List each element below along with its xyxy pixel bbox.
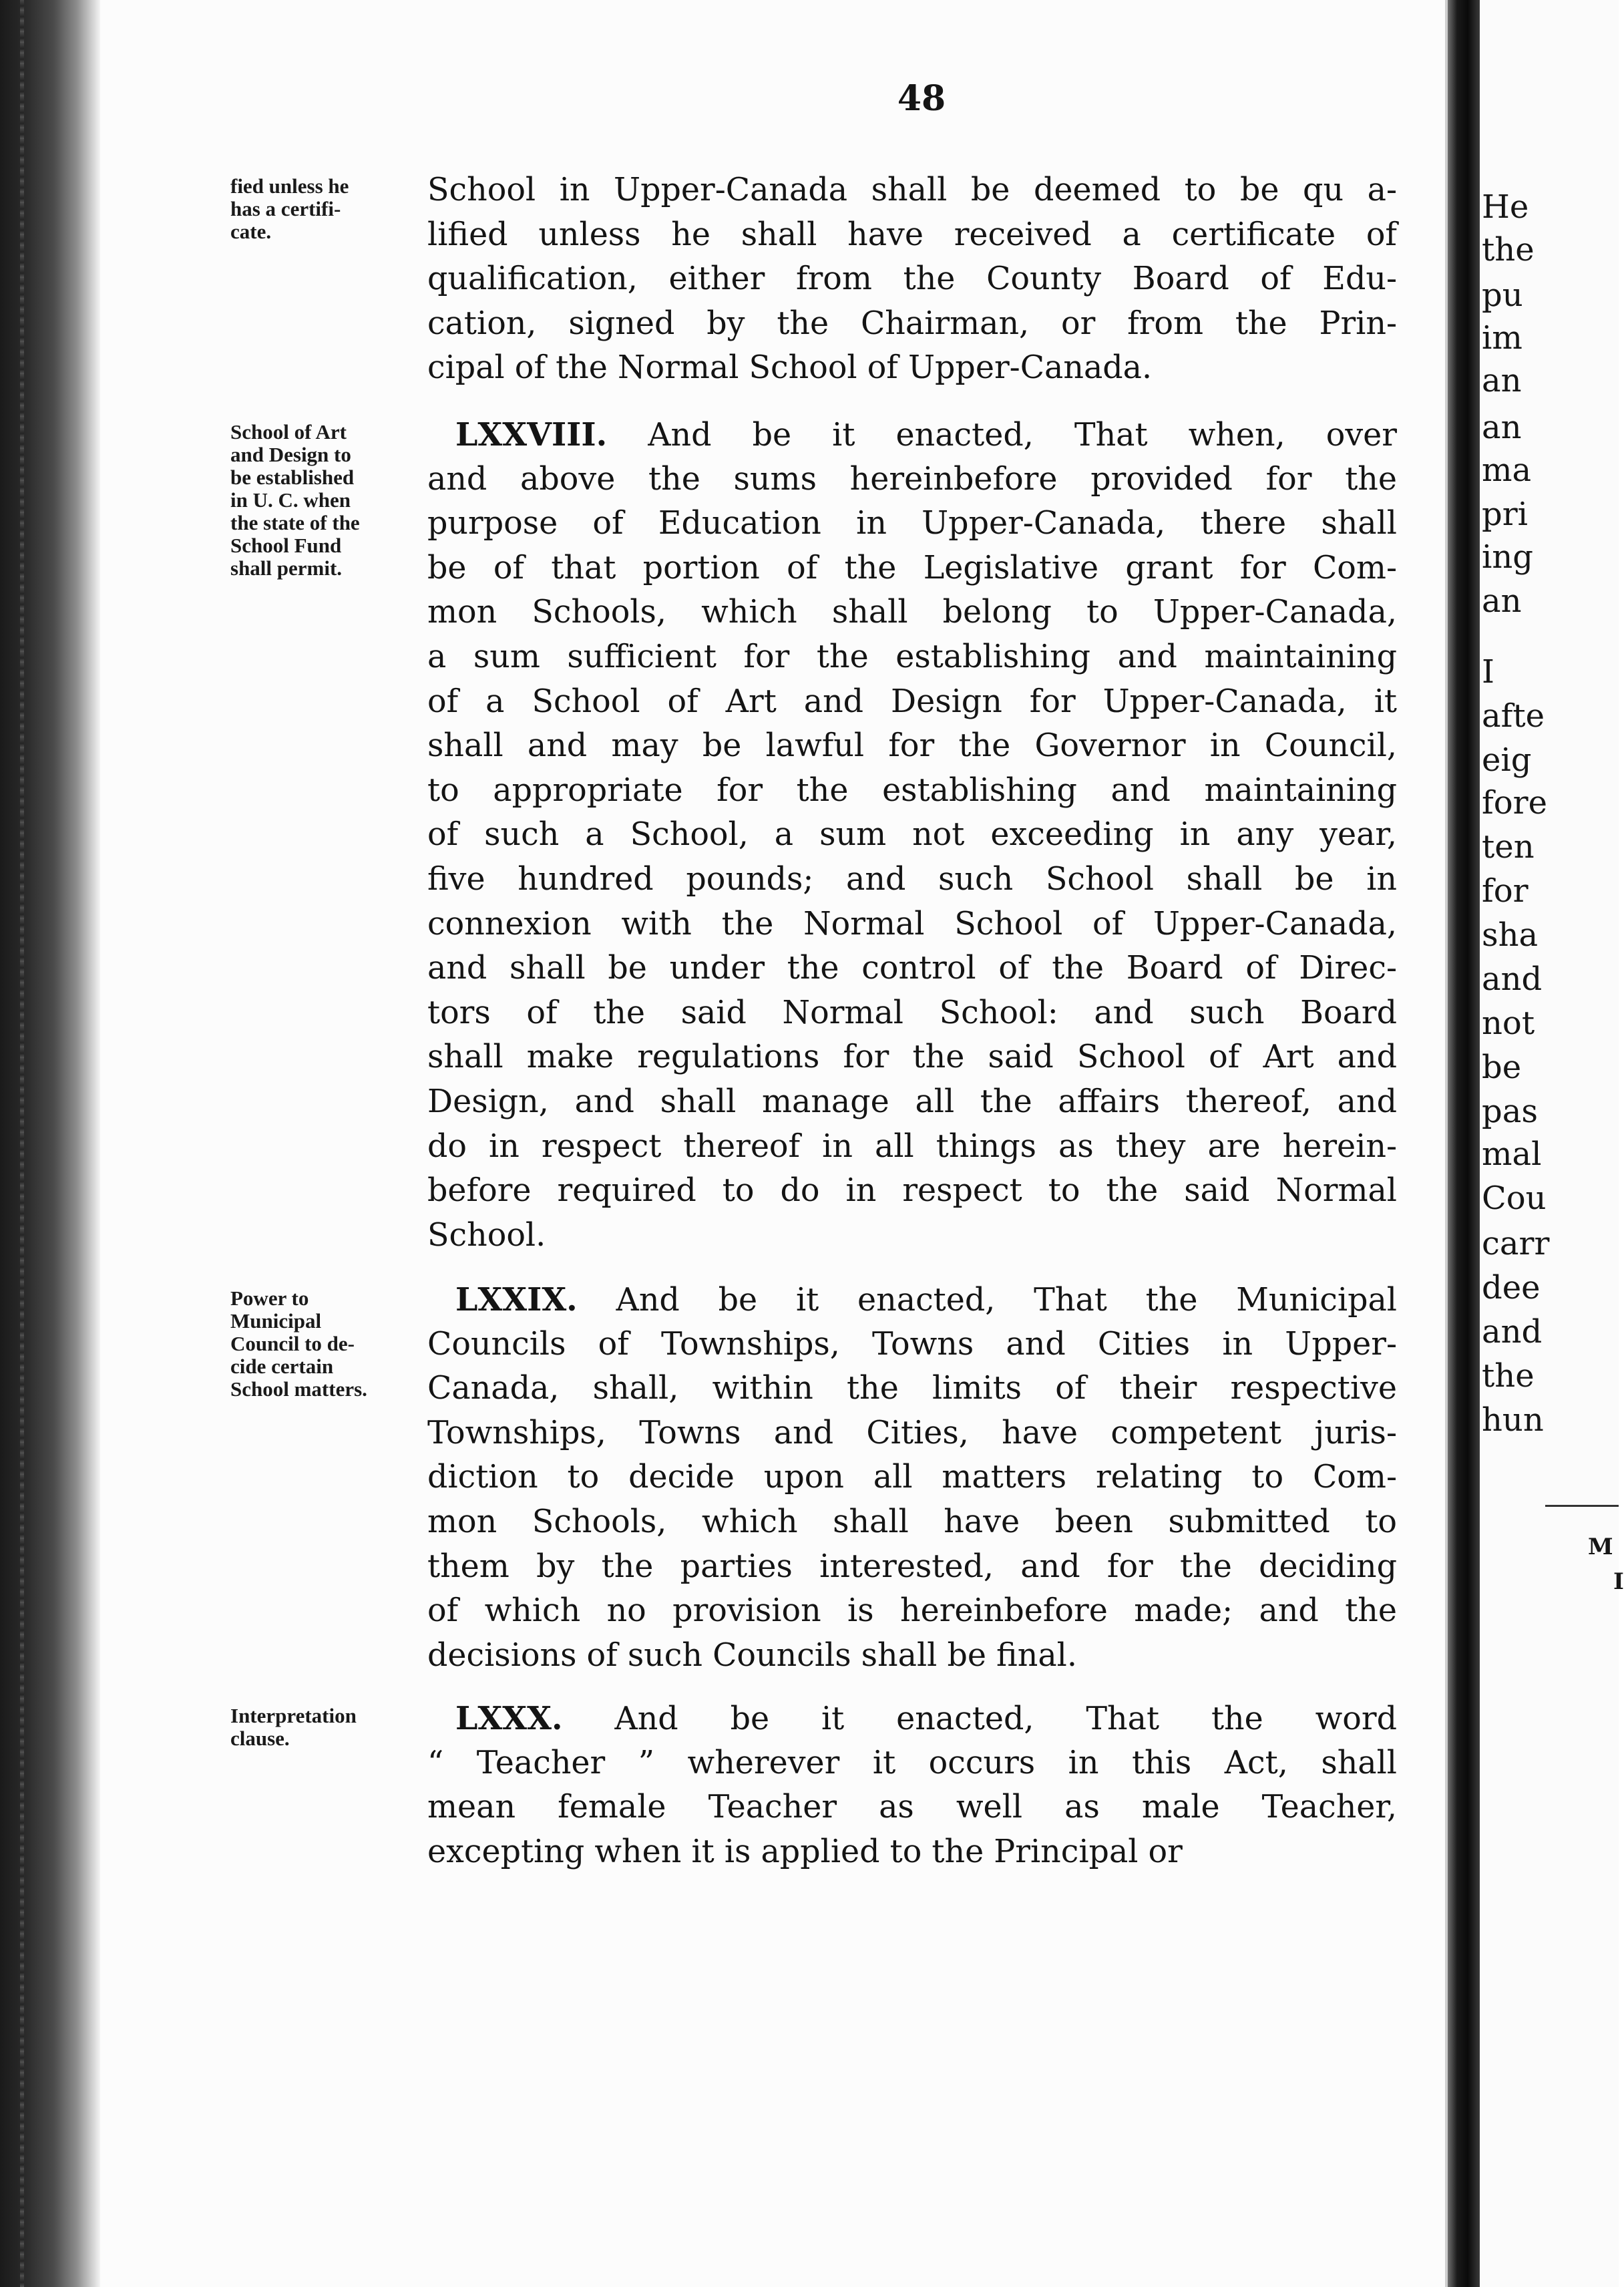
text-line	[427, 1697, 1397, 1741]
sidenote-interpretation	[230, 1705, 421, 1750]
section-opening-text: And be it enacted, That the Municipal	[577, 1282, 1397, 1318]
sidenote-municipal-council	[230, 1287, 421, 1401]
text-line: cipal of the Normal School of Upper-Canada.	[427, 349, 1153, 387]
sidenote-line: Council to de-	[230, 1332, 355, 1355]
text-line: purpose of Education in Upper-Canada, there shall	[427, 505, 1397, 542]
sidenote-certificate	[230, 175, 421, 243]
page-gutter	[1448, 0, 1480, 2287]
sidenote-line: be established	[230, 466, 355, 489]
text-line: of such a School, a sum not exceeding in any year,	[427, 816, 1397, 854]
next-page-fragment-small: I	[1613, 1568, 1624, 1595]
text-line: five hundred pounds; and such School shall be in	[427, 860, 1397, 898]
sidenote-line: has a certifi-	[230, 197, 341, 220]
text-line: mon Schools, which shall belong to Upper-Canada,	[427, 594, 1397, 631]
text-line: Councils of Townships, Towns and Cities in Upper-	[427, 1325, 1397, 1363]
paragraph-section-lxxix	[427, 1278, 1397, 1678]
paragraph-section-lxxx	[427, 1697, 1397, 1874]
text-line: decisions of such Councils shall be final.	[427, 1636, 1077, 1674]
book-binding-edge	[0, 0, 100, 2287]
next-page-fragment: Cou	[1482, 1180, 1547, 1217]
text-line: Design, and shall manage all the affairs thereof, and	[427, 1083, 1397, 1120]
text-line: School in Upper-Canada shall be deemed to be qu a-	[427, 172, 1397, 208]
paragraph-continuation	[427, 168, 1397, 391]
next-page-fragment: im	[1482, 319, 1522, 357]
sidenote-line: School Fund	[230, 534, 342, 557]
text-line: cation, signed by the Chairman, or from the Prin-	[427, 305, 1397, 342]
text-line: mean female Teacher as well as male Teacher,	[427, 1789, 1397, 1826]
text-line: diction to decide upon all matters relating to Com-	[427, 1459, 1397, 1496]
page-number: 48	[897, 78, 946, 119]
next-page-partial	[1480, 0, 1624, 2287]
text-line: of a School of Art and Design for Upper-Canada, it	[427, 683, 1397, 720]
next-page-fragment: pu	[1482, 277, 1523, 314]
sidenote-line: cide certain	[230, 1355, 334, 1378]
text-line	[427, 1278, 1397, 1323]
next-page-fragment: mal	[1482, 1135, 1542, 1173]
sidenote-line: shall permit.	[230, 556, 343, 580]
text-line: “ Teacher ” wherever it occurs in this Act, shall	[427, 1744, 1397, 1781]
text-line: and above the sums hereinbefore provided for the	[427, 460, 1397, 498]
text-line: a sum sufficient for the establishing and maintaining	[427, 638, 1397, 675]
text-line: qualification, either from the County Board of Edu-	[427, 260, 1397, 298]
next-page-fragment: dee	[1482, 1269, 1541, 1306]
sidenote-line: fied unless he	[230, 174, 349, 198]
section-number: LXXVIII.	[455, 416, 608, 454]
text-line: Townships, Towns and Cities, have competent juris-	[427, 1414, 1397, 1451]
sidenote-line: in U. C. when	[230, 488, 351, 512]
sidenote-school-of-art	[230, 421, 421, 580]
sidenote-line: School of Art	[230, 420, 347, 444]
text-line: be of that portion of the Legislative grant for Com-	[427, 549, 1397, 586]
next-page-fragment: fore	[1482, 784, 1548, 822]
sidenote-line: and Design to	[230, 443, 351, 466]
text-line: excepting when it is applied to the Principal or	[427, 1833, 1183, 1870]
text-line	[427, 413, 1397, 458]
text-line: to appropriate for the establishing and maintaining	[427, 771, 1397, 809]
next-page-fragment: the	[1482, 1357, 1535, 1395]
next-page-fragment: be	[1482, 1049, 1522, 1086]
next-page-fragment: an	[1482, 362, 1522, 399]
section-number: LXXX.	[455, 1700, 563, 1737]
sidenote-line: the state of the	[230, 511, 360, 534]
sidenote-line: School matters.	[230, 1377, 367, 1401]
text-line: them by the parties interested, and for the deciding	[427, 1548, 1397, 1585]
next-page-fragment: and	[1482, 960, 1543, 998]
text-line: tors of the said Normal School: and such Board	[427, 994, 1397, 1031]
next-page-fragment: an	[1482, 582, 1522, 620]
next-page-fragment: pas	[1482, 1093, 1538, 1130]
next-page-fragment: ten	[1482, 828, 1535, 866]
next-page-fragment: carr	[1482, 1225, 1550, 1262]
text-line: and shall be under the control of the Board of Direc-	[427, 950, 1397, 987]
next-page-fragment: ing	[1482, 538, 1533, 576]
next-page-fragment: He	[1482, 188, 1529, 226]
next-page-rule	[1545, 1505, 1619, 1507]
next-page-fragment: hun	[1482, 1401, 1544, 1439]
text-line: connexion with the Normal School of Upper-Canada,	[427, 905, 1397, 942]
next-page-fragment: I	[1482, 653, 1494, 691]
text-line: of which no provision is hereinbefore made; and the	[427, 1592, 1397, 1630]
text-line: do in respect thereof in all things as they are herein-	[427, 1127, 1397, 1165]
next-page-fragment: an	[1482, 409, 1522, 446]
paragraph-section-lxxviii	[427, 413, 1397, 1258]
text-line: shall make regulations for the said School of Art and	[427, 1039, 1397, 1076]
text-line: shall and may be lawful for the Governor in Council,	[427, 727, 1397, 765]
next-page-fragment: the	[1482, 231, 1535, 269]
next-page-fragment: pri	[1482, 496, 1529, 533]
section-opening-text: And be it enacted, That the word	[562, 1701, 1397, 1737]
sidenote-line: cate.	[230, 220, 272, 243]
text-line: lified unless he shall have received a certificate of	[427, 216, 1397, 253]
next-page-fragment: ma	[1482, 452, 1532, 489]
next-page-fragment-small: M	[1588, 1534, 1613, 1560]
next-page-fragment: afte	[1482, 697, 1545, 735]
next-page-text-fragments	[1480, 0, 1624, 2287]
sidenote-line: Municipal	[230, 1309, 322, 1333]
text-line: before required to do in respect to the said Normal	[427, 1172, 1397, 1210]
next-page-fragment: for	[1482, 872, 1529, 910]
next-page-fragment: not	[1482, 1005, 1535, 1042]
next-page-fragment: sha	[1482, 916, 1539, 954]
sidenote-line: Interpretation	[230, 1704, 357, 1727]
next-page-fragment: eig	[1482, 741, 1532, 779]
text-line: Canada, shall, within the limits of their respective	[427, 1370, 1397, 1407]
sidenote-line: clause.	[230, 1727, 290, 1750]
section-number: LXXIX.	[455, 1281, 578, 1318]
text-line: School.	[427, 1216, 546, 1254]
text-line: mon Schools, which shall have been submitted to	[427, 1503, 1397, 1540]
next-page-fragment: and	[1482, 1313, 1543, 1351]
section-opening-text: And be it enacted, That when, over	[607, 417, 1397, 454]
sidenote-line: Power to	[230, 1286, 309, 1310]
